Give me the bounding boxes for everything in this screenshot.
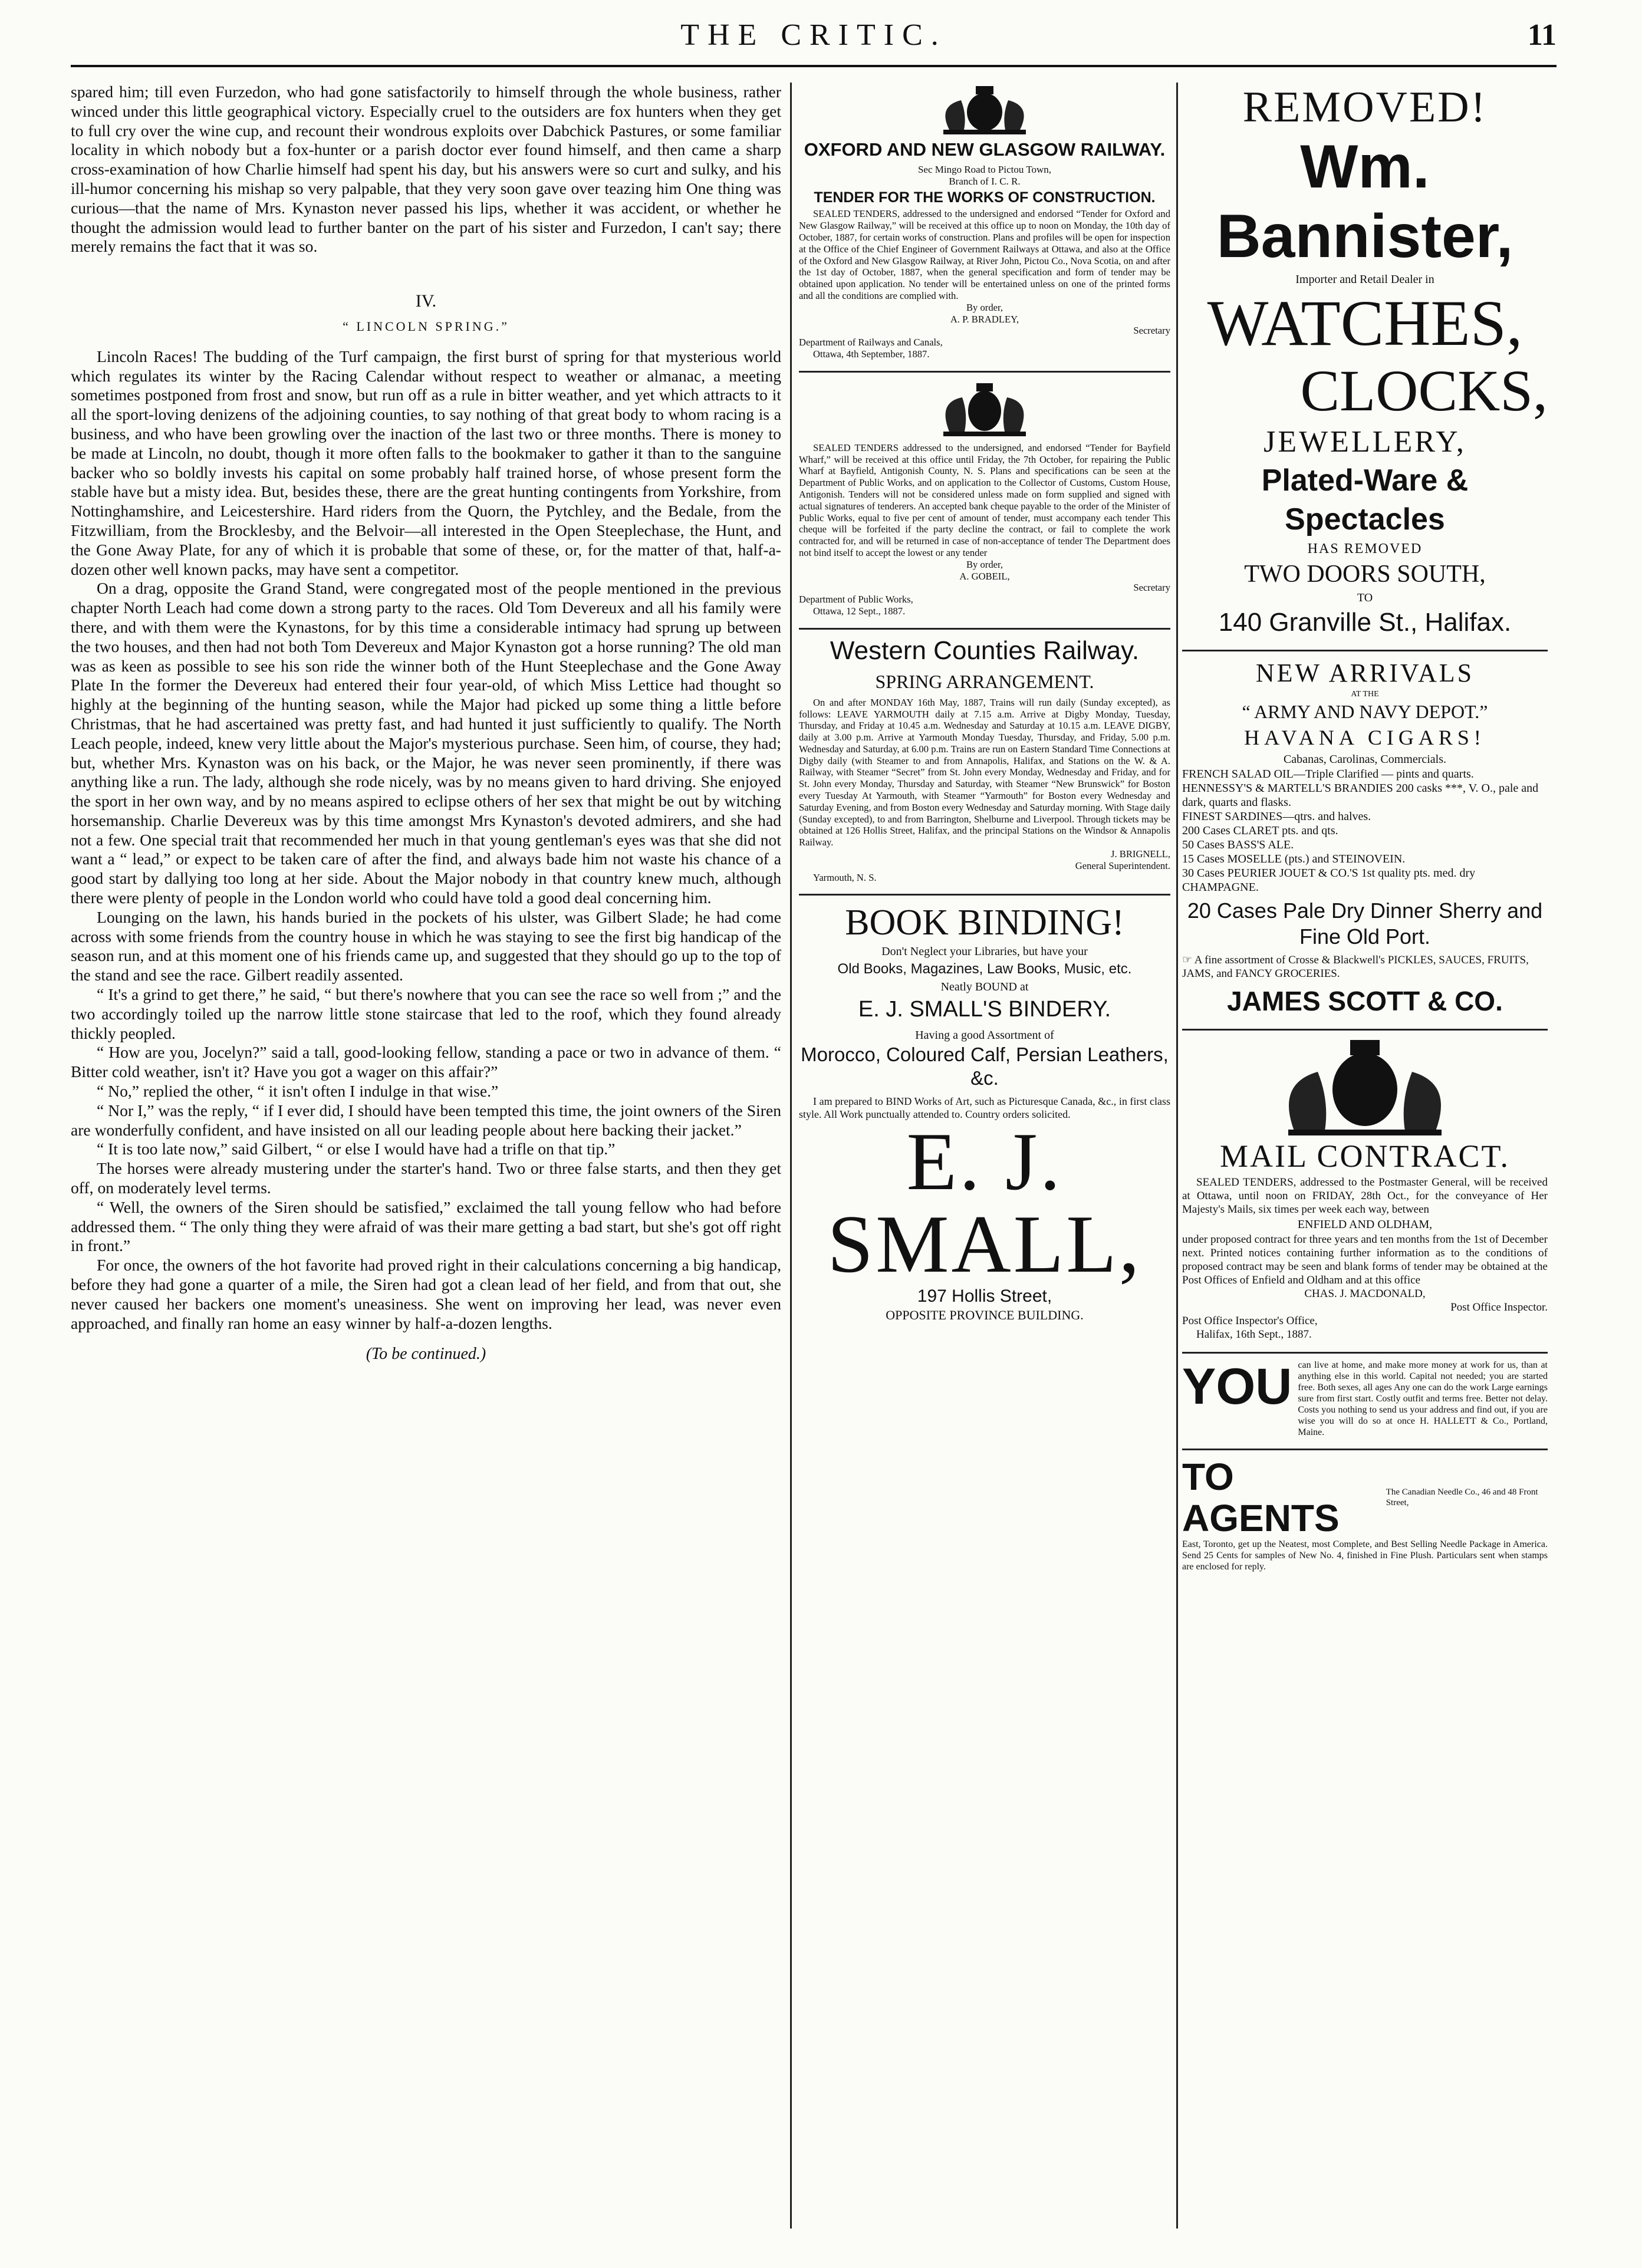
bannister-ad [1182, 83, 1548, 639]
jewellery-heading: JEWELLERY, [1263, 425, 1466, 459]
by-order: By order, [966, 558, 1003, 570]
date: Ottawa, 12 Sept., 1887. [813, 605, 906, 617]
railway-subtitle: Branch of I. C. R. [949, 175, 1021, 187]
to-label: TO [1357, 591, 1373, 604]
list-item: FINEST SARDINES—qtrs. and halves. [1182, 810, 1371, 823]
story-paragraph: “ Well, the owners of the Siren should be satisfied,” exclaimed the tall young fellow who had before addressed them. “ The only thing they were afraid of was their mare getting a bad start, but she's got off right in front.” [71, 1197, 781, 1255]
story-paragraph: “ No,” replied the other, “ it isn't often I indulge in that wise.” [97, 1082, 499, 1101]
western-railway-ad [799, 636, 1170, 884]
royal-coat-of-arms-icon [1259, 1036, 1471, 1137]
small-name: E. J. SMALL, [827, 1116, 1142, 1291]
scott-name: JAMES SCOTT & CO. [1227, 986, 1503, 1016]
railway-subtitle: Sec Mingo Road to Pictou Town, [917, 164, 1052, 175]
section-number: IV. [415, 291, 437, 311]
crosse-line [1182, 953, 1548, 980]
list-item: 50 Cases BASS'S ALE. [1182, 838, 1294, 851]
agents-ad [1182, 1456, 1548, 1572]
book-binding-ad [799, 901, 1170, 1324]
mail-body: SEALED TENDERS, addressed to the Postmaster General, will be received at Ottawa, until noon on FRIDAY, 28th Oct., for the conveyance of Her Majesty's Mails, six times per week each way, between [1182, 1176, 1548, 1216]
new-arrivals: NEW ARRIVALS [1255, 659, 1475, 687]
bannister-address: 140 Granville St., Halifax. [1218, 608, 1512, 637]
mail-office: Post Office Inspector's Office, [1182, 1315, 1318, 1327]
department: Department of Railways and Canals, [799, 337, 943, 348]
by-order: By order, [966, 301, 1003, 313]
pointing-hand-icon: ☞ [1182, 954, 1195, 966]
plated-heading: Plated-Ware & Spectacles [1261, 463, 1469, 536]
story-paragraph: Lincoln Races! The budding of the Turf campaign, the first burst of spring for that mysterious world which regulates its winter by the Racing Calendar without respect to weather or almanac, a meeting sometimes postponed from frost and snow, but run off as a rule in bitter weather, and yet which attracts to it all the sport-loving denizens of the adjoining counties, to say nothing of that great body to whom racing is a business, and who have been growling over the inaction of the last two or three months. There is money to be made at Lincoln, no doubt, though it more often falls to the bookmaker to gather it than to the sanguine backer who so boldly invests his capital on some probably half trained horse, of whose present form the stable have but a misty idea. But, besides these, there are the great hunting contingents from Yorkshire, from Nottinghamshire, and Leicestershire. Hard riders from the Quorn, the Pytchley, and the Bedale, from the Fitzwilliam, from the Brocklesby, and the Belvoir—all interested in the Open Steeplechase, the Hunt, and the Gone Away Plate, for any of which it is probable that some of these, or, for the matter of that, half-a-dozen other well known packs, may have sent a competitor. [71, 347, 781, 578]
small-address: 197 Hollis Street, [917, 1286, 1052, 1306]
western-subtitle: SPRING ARRANGEMENT. [875, 670, 1094, 692]
place: Yarmouth, N. S. [813, 871, 877, 883]
mail-route: ENFIELD AND OLDHAM, [1297, 1218, 1433, 1231]
list-item: 200 Cases CLARET pts. and qts. [1182, 824, 1338, 837]
binding-body: I am prepared to BIND Works of Art, such as Picturesque Canada, &c., in first class style. All Work punctually attended to. Country orders solicited. [799, 1095, 1170, 1121]
agents-side: The Canadian Needle Co., 46 and 48 Front Street, [1386, 1487, 1538, 1507]
story-paragraph: “ It is too late now,” said Gilbert, “ or else I would have had a trifle on that tip.” [97, 1140, 616, 1158]
list-item: 30 Cases PEURIER JOUET & CO.'S 1st quality pts. med. dry CHAMPAGNE. [1182, 867, 1476, 894]
signer-title: General Superintendent. [1075, 860, 1170, 871]
leathers: Morocco, Coloured Calf, Persian Leathers, &c. [801, 1044, 1169, 1089]
story-column [71, 83, 781, 1364]
scott-ad [1182, 657, 1548, 1018]
divider [799, 628, 1170, 630]
binding-title: BOOK BINDING! [845, 903, 1124, 943]
list-item: 15 Cases MOSELLE (pts.) and STEINOVEIN. [1182, 852, 1406, 865]
hallett-body: can live at home, and make more money at work for us, than at anything else in this world. Capital not needed; you are started free. Both sexes, all ages Any one can do the work Large earnings sure from first start. Costly outfit and terms free. Better not delay. Costs you nothing to send us your address and find out, if you are wise you will do so at once H. HALLETT & Co., Portland, Maine. [1298, 1360, 1548, 1437]
watches-heading: WATCHES, [1207, 287, 1523, 359]
story-paragraph: “ Nor I,” was the reply, “ if I ever did, I should have been tempted this time, the joint owners of the Siren are wonderfully confident, and have insisted on all our leading people about here backing their jacket.” [71, 1101, 781, 1139]
coat-of-arms-icon [926, 378, 1044, 437]
department: Department of Public Works, [799, 594, 913, 605]
mail-body: under proposed contract for three years and ten months from the 1st of December next. Printed notices containing further information as to the conditions of proposed contract may be seen and blank forms of tender may be obtained at the Post Offices of Enfield and Oldham and at this office [1182, 1233, 1548, 1286]
railway-tender-ad [799, 83, 1170, 360]
wharf-body: SEALED TENDERS addressed to the undersigned, and endorsed “Tender for Bayfield Wharf,” will be received at this office until Friday, the 7th October, for repairing the Public Wharf at Bayfield, Antigonish County, N. S. Plans and specifications can be seen at the Department of Public Works, and on application to the Collector of Customs, Custom House, Antigonish. Tenders will not be considered unless made on form supplied and signed with actual signatures of tenderers. An accepted bank cheque payable to the order of the Minister of Public Works, equal to five per cent of amount of tender, must accompany each tender This cheque will be forfeited if the party decline the contract, or fail to complete the work contracted for, and will be returned in case of non-acceptance of tender The Department does not bind itself to accept the lowest or any tender [799, 442, 1170, 558]
mail-contract-ad [1182, 1036, 1548, 1341]
divider [799, 894, 1170, 896]
you-heading: YOU [1182, 1358, 1292, 1415]
sherry-line: 20 Cases Pale Dry Dinner Sherry and Fine Old Port. [1187, 898, 1543, 949]
bindery-name: E. J. SMALL'S BINDERY. [858, 997, 1111, 1022]
signer: A. P. BRADLEY, [950, 313, 1019, 325]
binding-line: Old Books, Magazines, Law Books, Music, etc. [837, 961, 1132, 977]
two-doors-south: TWO DOORS SOUTH, [1244, 561, 1486, 588]
column-divider [1176, 83, 1178, 2229]
cigar-types: Cabanas, Carolinas, Commercials. [1283, 753, 1447, 766]
story-paragraph: “ How are you, Jocelyn?” said a tall, good-looking fellow, standing a pace or two in advance of them. “ Bitter cold weather, isn't it? Have you got a wager on this affair?” [71, 1043, 781, 1081]
railway-body: SEALED TENDERS, addressed to the undersigned and endorsed “Tender for Oxford and New Glasgow Railway,” will be received at this office up to noon on Monday, the 10th day of October, 1887, for certain works of construction. Plans and profiles will be open for inspection at the Office of the Chief Engineer of Government Railways at Ottawa, and also at the Office of the Oxford and New Glasgow Railway, at River John, Pictou Co., Nova Scotia, on and after the 1st day of October, 1887, when the general specification and form of tender may be obtained upon application. No tender will be entertained unless on one of the printed forms and all the conditions are complied with. [799, 208, 1170, 301]
signer: J. BRIGNELL, [1111, 848, 1170, 860]
small-opposite: OPPOSITE PROVINCE BUILDING. [886, 1308, 1084, 1323]
divider [799, 371, 1170, 373]
right-ads-column [1182, 83, 1548, 1583]
product-list [1182, 767, 1548, 894]
story-paragraph: On a drag, opposite the Grand Stand, were congregated most of the people mentioned in the previous chapter North Leach had come down a strong party to the races. Old Tom Devereux and all his family were there, and with them were the Kynastons, for by this time a considerable intimacy had sprung up between the two houses, and then had not both Tom Devereux and Major Kynaston got a horse running? The old man was as keen as possible to see his son ride the winner both of the Hunt Steeplechase and the Gone Away Plate In the former the Devereux had entered their four year-old, of which Miss Lettice had thought so highly at the beginning of the hunting season, while the Major had picked up some thing a little before Christmas, that he had ascertained was pretty fast, and had hunted it just sufficiently to qualify. The North Leach people, indeed, knew very little about the Major's mysterious purchase. Seen him, of course, they had; but, whether Mrs. Kynaston was on his back, or the Major, he was never seen prominently, if there was anything like a run. The lady, although she rode nicely, was by no means given to hard driving. She enjoyed the sport in her own way, and by no means aspired to eclipse others of her sex that might be out by witching horsemanship. Charlie Devereux was by this time amongst Mrs Kynaston's devoted admirers, and she had not a few. One special trait that recommended her much in that young gentleman's eyes was that she did not want a “ lead,” or expect to be taken care of after the find, and always bade him not waste his chance of a good start by dallying too long at her side. About the Major nobody in that country knew much, although there were plenty of people in the London world who could have told a good deal concerning him. [71, 579, 781, 907]
story-paragraph: “ It's a grind to get there,” he said, “ but there's nowhere that you can see the race so well from ;” and the two accordingly toiled up the narrow little stone staircase that led to the roof, which they found already thickly peopled. [71, 985, 781, 1042]
column-divider [790, 83, 792, 2229]
divider [1182, 650, 1548, 651]
removed-heading: REMOVED! [1242, 83, 1488, 131]
binding-line: Having a good Assortment of [915, 1029, 1054, 1042]
story-paragraph: For once, the owners of the hot favorite had proved right in their calculations concerning a big handicap, before they had gone a quarter of a mile, the Siren had got a clean lead of her field, and from that out, she never caused her backers one moment's uneasiness. She went on improving her lead, was never even approached, and finally ran home an easy winner by half-a-dozen lengths. [71, 1256, 781, 1332]
to-agents-heading: TO AGENTS [1182, 1456, 1340, 1539]
dealer-line: Importer and Retail Dealer in [1295, 273, 1434, 286]
to-be-continued: (To be continued.) [366, 1345, 486, 1364]
binding-line: Don't Neglect your Libraries, but have your [881, 945, 1088, 959]
tender-heading: TENDER FOR THE WORKS OF CONSTRUCTION. [814, 189, 1156, 206]
list-item: FRENCH SALAD OIL—Triple Clarified — pints and quarts. [1182, 768, 1474, 781]
signer-title: Secretary [1133, 582, 1170, 594]
signer: A. GOBEIL, [959, 570, 1010, 582]
bannister-name: Wm. Bannister, [1216, 133, 1513, 271]
clocks-heading: CLOCKS, [1300, 358, 1548, 423]
western-body: On and after MONDAY 16th May, 1887, Trains will run daily (Sunday excepted), as follows: LEAVE YARMOUTH daily at 7.15 a.m. Arrive at Digby Monday, Tuesday, Thursday, and Friday at 10.45 a.m. Wednesday and Saturday at 10.15 a.m. LEAVE DIGBY, daily at 3.00 p.m. Arrive at Yarmouth Monday Tuesday, Thursday, and Friday, 5.00 p.m. Wednesday and Saturday, at 6.00 p.m. Trains are run on Eastern Standard Time Connections at Digby daily (with Steamer to and from Annapolis, Halifax, and Stations on the W. & A. Railway, with Steamer “Secret” from St. John every Monday, Wednesday and Friday, and for St. John every Monday, Thursday and Saturday, with Steamer “New Brunswick” for Boston every Tuesday At Yarmouth, with Steamer “Yarmouth” for Boston every Wednesday and Saturday Evening, and from Boston every Wednesday and Saturday morning. With Stage daily (Sunday excepted), to and from Barrington, Shelburne and Liverpool. Through tickets may be obtained at 126 Hollis Street, Halifax, and the principal Stations on the Windsor & Annapolis Railway. [799, 696, 1170, 848]
western-title: Western Counties Railway. [830, 636, 1140, 665]
divider [1182, 1029, 1548, 1031]
coat-of-arms-icon [926, 83, 1044, 136]
agents-body: East, Toronto, get up the Neatest, most Complete, and Best Selling Needle Package in America. Send 25 Cents for samples of New No. 4, finished in Fine Plush. Particulars sent when stamps are enclosed for reply. [1182, 1539, 1548, 1572]
story-paragraph: The horses were already mustering under the starter's hand. Two or three false starts, and then they get off, on moderately level terms. [71, 1159, 781, 1197]
story-intro: spared him; till even Furzedon, who had gone satisfactorily to himself through the whole business, rather winced under this little geographical victory. Especially cruel to the outsiders are fox hunters when they get to full cry over the wine cup, and recount their wondrous exploits over Dabchick Pastures, or some familiar locality in which nobody but a fox-hunter or a parish doctor ever found himself, and then came a sharp cross-examination of how Charlie himself had spent his day, but his answers were so curt and sulky, and his ill-humor concerning his mishap so very palpable, that they very soon gave over teazing him One thing was curious—that the name of Mrs. Kynaston never passed his lips, whether it was accident, or whether he thought the admission would lead to further banter on the part of his sister and Furzedon, I can't say; there merely remains the fact that it was so. [71, 83, 781, 256]
signer-title: Secretary [1133, 325, 1170, 337]
story-paragraph: Lounging on the lawn, his hands buried in the pockets of his ulster, was Gilbert Slade; he had come across with some friends from the country house in which he was staying to see the first big handicap of the season run, and at this moment one of his friends came up, and suggested that they should go up to the top of the stand and see the race. Gilbert readily assented. [71, 907, 781, 985]
date: Ottawa, 4th September, 1887. [813, 348, 930, 360]
page-header [71, 18, 1557, 67]
section-title: “ LINCOLN SPRING.” [343, 318, 509, 334]
railway-title: OXFORD AND NEW GLASGOW RAILWAY. [804, 139, 1166, 160]
divider [1182, 1449, 1548, 1450]
wharf-tender-ad [799, 378, 1170, 617]
binding-line: Neatly BOUND at [940, 980, 1029, 994]
mail-signer-title: Post Office Inspector. [1450, 1301, 1548, 1314]
divider [1182, 1352, 1548, 1354]
depot-name: “ ARMY AND NAVY DEPOT.” [1242, 701, 1488, 722]
at-the: AT THE [1351, 690, 1379, 699]
crosse-text: A fine assortment of Crosse & Blackwell's PICKLES, SAUCES, FRUITS, JAMS, and FANCY GROCERIES. [1182, 954, 1529, 980]
hallett-ad [1182, 1360, 1548, 1438]
middle-ads-column [799, 83, 1170, 1334]
masthead: THE CRITIC. [680, 18, 947, 52]
has-removed: HAS REMOVED [1307, 541, 1423, 557]
mail-contract-title: MAIL CONTRACT. [1220, 1138, 1510, 1174]
page-number: 11 [1527, 18, 1557, 52]
havana-cigars: HAVANA CIGARS! [1244, 726, 1486, 749]
mail-date: Halifax, 16th Sept., 1887. [1196, 1328, 1312, 1341]
mail-signer: CHAS. J. MACDONALD, [1304, 1288, 1426, 1300]
list-item: HENNESSY'S & MARTELL'S BRANDIES 200 casks ***, V. O., pale and dark, quarts and flasks. [1182, 782, 1539, 809]
